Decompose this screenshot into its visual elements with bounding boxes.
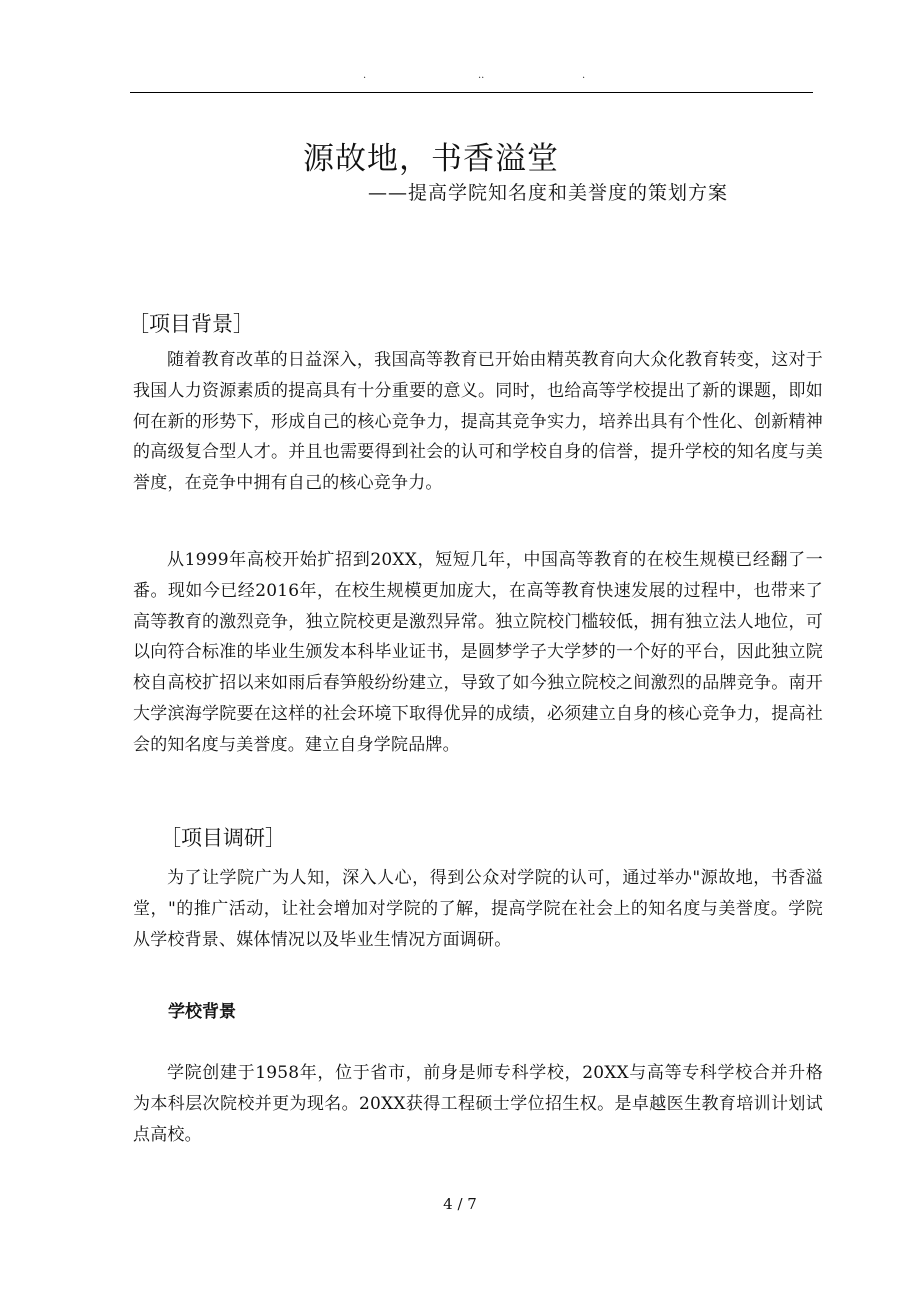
header-rule bbox=[130, 92, 813, 93]
header-dot: . bbox=[363, 70, 367, 81]
document-subtitle: ——提高学院知名度和美誉度的策划方案 bbox=[368, 182, 729, 204]
paragraph: 从1999年高校开始扩招到20XX，短短几年，中国高等教育的在校生规模已经翻了一番。现如今已经2016年，在校生规模更加庞大，在高等教育快速发展的过程中，也带来了高等教育的激烈竞争，独立院校更是激烈异常。独立院校门槛较低，拥有独立法人地位，可以向符合标准的毕业生颁发本科毕业证书，是圆梦学子大学梦的一个好的平台，因此独立院校自高校扩招以来如雨后春笋般纷纷建立，导致了如今独立院校之间激烈的品牌竞争。南开大学滨海学院要在这样的社会环境下取得优异的成绩，必须建立自身的核心竞争力，提高社会的知名度与美誉度。建立自身学院品牌。 bbox=[133, 550, 823, 755]
paragraph: 随着教育改革的日益深入，我国高等教育已开始由精英教育向大众化教育转变，这对于我国人力资源素质的提高具有十分重要的意义。同时，也给高等学校提出了新的课题，即如何在新的形势下，形成自己的核心竞争力，提高其竞争实力，培养出具有个性化、创新精神的高级复合型人才。并且也需要得到社会的认可和学校自身的信誉，提升学校的知名度与美誉度，在竞争中拥有自己的核心竞争力。 bbox=[133, 350, 823, 494]
page-header bbox=[130, 70, 813, 86]
subheading-school-background: 学校背景 bbox=[168, 1002, 236, 1022]
header-dot: .. bbox=[478, 70, 485, 81]
document-title: 源故地，书香溢堂 bbox=[303, 141, 559, 177]
page-number: 4 / 7 bbox=[443, 1195, 477, 1213]
section-heading-background: ［项目背景］ bbox=[128, 312, 254, 336]
section-heading-research: ［项目调研］ bbox=[160, 826, 286, 850]
paragraph: 学院创建于1958年，位于省市，前身是师专科学校，20XX与高等专科学校合并升格为本科层次院校并更为现名。20XX获得工程硕士学位招生权。是卓越医生教育培训计划试点高校。 bbox=[133, 1063, 823, 1145]
paragraph: 为了让学院广为人知，深入人心，得到公众对学院的认可，通过举办"源故地，书香溢堂，"的推广活动，让社会增加对学院的了解，提高学院在社会上的知名度与美誉度。学院从学校背景、媒体情况以及毕业生情况方面调研。 bbox=[133, 868, 823, 950]
header-dot: . bbox=[582, 70, 586, 81]
